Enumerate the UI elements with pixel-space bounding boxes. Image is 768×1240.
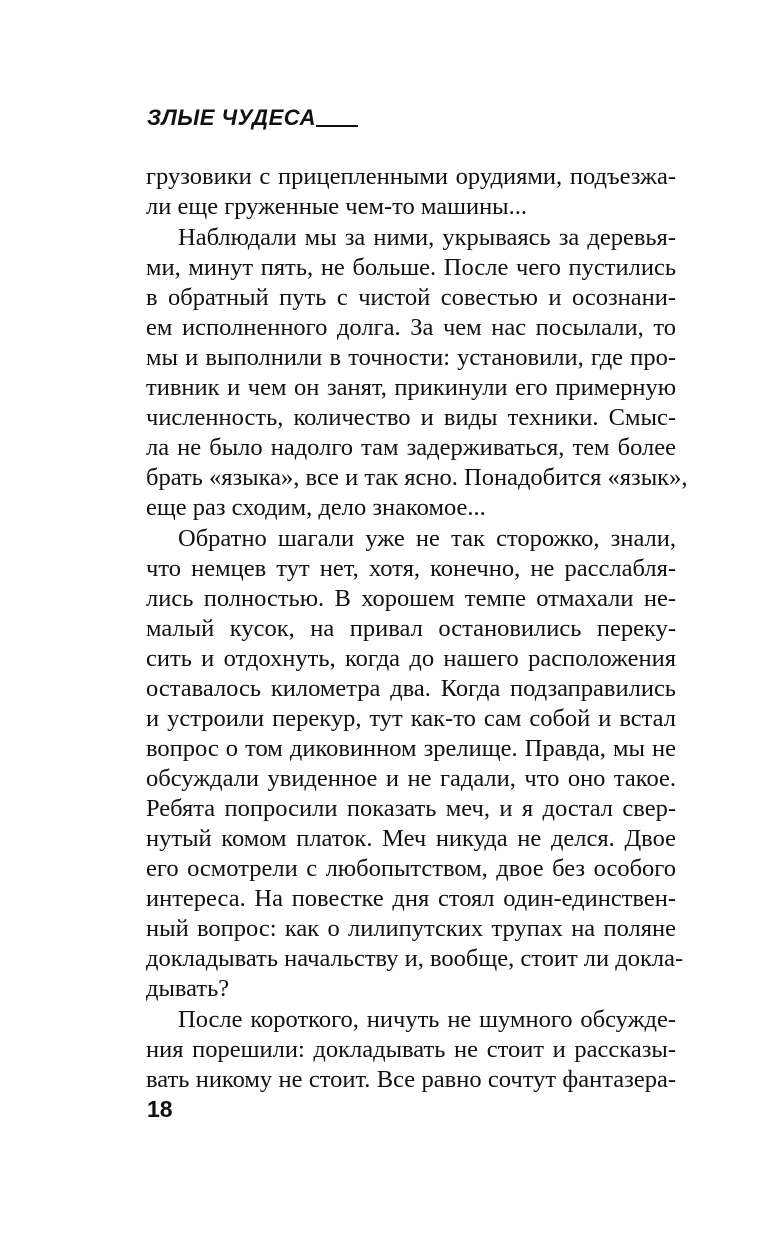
text-line: докладывать начальству и, вообще, стоит ли докла- [146,945,684,972]
text-line: грузовики с прицепленными орудиями, подъезжа- [146,163,676,190]
text-line: вопрос о том диковинном зрелище. Правда, мы не [146,735,676,762]
text-line: оставалось километра два. Когда подзаправились [146,675,676,702]
paragraph [146,524,684,1004]
text-line: брать «языка», все и так ясно. Понадобится «язык», [146,464,688,491]
text-line: Ребята попросили показать меч, и я достал свер- [146,795,676,822]
page-number: 18 [147,1096,173,1122]
body-text [146,162,688,1095]
text-line: ный вопрос: как о лилипутских трупах на поляне [146,915,676,942]
text-line: что немцев тут нет, хотя, конечно, не расслабля- [146,555,676,582]
text-line: в обратный путь с чистой совестью и осознани- [146,284,676,311]
text-line: его осмотрели с любопытством, двое без особого [146,855,676,882]
text-line: малый кусок, на привал остановились переку- [146,615,676,642]
running-head [147,106,358,130]
paragraph [146,1005,676,1095]
text-line: После короткого, ничуть не шумного обсужде- [178,1006,676,1033]
paragraph [146,223,688,523]
running-head-title: ЗЛЫЕ ЧУДЕСА [147,105,316,130]
text-line: еще раз сходим, дело знакомое... [146,494,486,521]
paragraph [146,162,676,222]
text-line: ли еще груженные чем-то машины... [146,193,528,220]
text-line: ла не было надолго там задерживаться, тем более [146,434,676,461]
text-line: лись полностью. В хорошем темпе отмахали не- [146,585,676,612]
running-head-rule [316,125,358,127]
text-line: дывать? [146,975,230,1002]
text-line: Обратно шагали уже не так сторожко, знали, [178,525,676,552]
text-line: нутый комом платок. Меч никуда не делся. Двое [146,825,676,852]
text-line: обсуждали увиденное и не гадали, что оно такое. [146,765,676,792]
text-line: Наблюдали мы за ними, укрываясь за деревья- [178,224,676,251]
text-line: сить и отдохнуть, когда до нашего расположения [146,645,676,672]
text-line: ния порешили: докладывать не стоит и рассказы- [146,1036,676,1063]
text-line: вать никому не стоит. Все равно сочтут фантазера- [146,1066,676,1093]
text-line: тивник и чем он занят, прикинули его примерную [146,374,676,401]
text-line: мы и выполнили в точности: установили, где про- [146,344,676,371]
text-line: численность, количество и виды техники. Смыс- [146,404,676,431]
text-line: и устроили перекур, тут как-то сам собой и встал [146,705,676,732]
text-line: ем исполненного долга. За чем нас посылали, то [146,314,676,341]
text-line: интереса. На повестке дня стоял один-единствен- [146,885,676,912]
text-line: ми, минут пять, не больше. После чего пустились [146,254,676,281]
